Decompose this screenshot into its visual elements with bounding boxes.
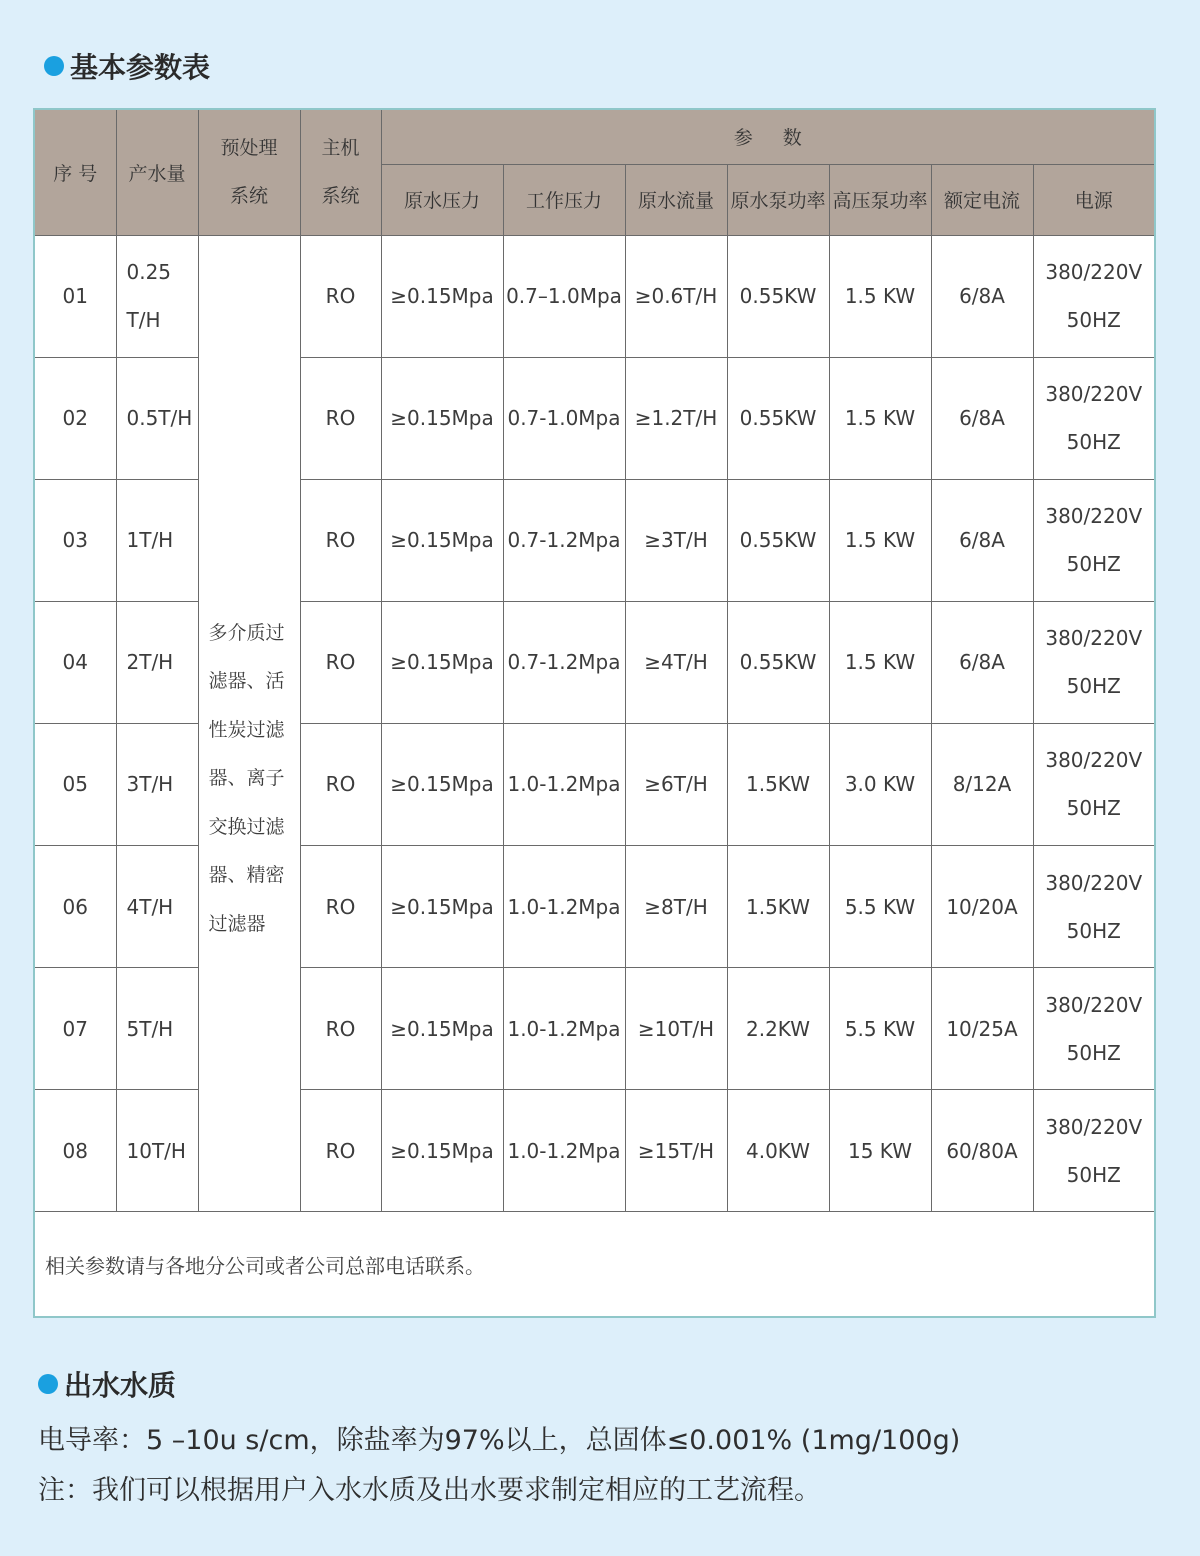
table-body — [34, 235, 1155, 1317]
header-parameters: 参数 — [381, 109, 1155, 164]
cell-hp-pump-power: 1.5 KW — [829, 601, 931, 723]
cell-host: RO — [300, 479, 381, 601]
cell-power-supply: 380/220V 50HZ — [1033, 723, 1155, 845]
cell-rated-current: 8/12A — [931, 723, 1033, 845]
cell-raw-pump-power: 1.5KW — [727, 846, 829, 968]
table-row — [34, 235, 1155, 357]
cell-rated-current: 6/8A — [931, 479, 1033, 601]
cell-power-supply: 380/220V 50HZ — [1033, 235, 1155, 357]
cell-host: RO — [300, 723, 381, 845]
cell-rated-current: 10/25A — [931, 968, 1033, 1090]
cell-rated-current: 6/8A — [931, 601, 1033, 723]
cell-host: RO — [300, 846, 381, 968]
cell-host: RO — [300, 235, 381, 357]
section-title-basic-params — [44, 46, 210, 86]
cell-power-supply: 380/220V 50HZ — [1033, 357, 1155, 479]
table-note: 相关参数请与各地分公司或者公司总部电话联系。 — [34, 1212, 1155, 1317]
cell-work-pressure: 1.0-1.2Mpa — [503, 1090, 625, 1212]
cell-power-supply: 380/220V 50HZ — [1033, 601, 1155, 723]
cell-host: RO — [300, 1090, 381, 1212]
cell-yield: 3T/H — [116, 723, 198, 845]
cell-power-supply: 380/220V 50HZ — [1033, 1090, 1155, 1212]
cell-raw-pressure: ≥0.15Mpa — [381, 235, 503, 357]
cell-raw-pump-power: 1.5KW — [727, 723, 829, 845]
cell-raw-pressure: ≥0.15Mpa — [381, 479, 503, 601]
cell-yield: 4T/H — [116, 846, 198, 968]
cell-raw-flow: ≥8T/H — [625, 846, 727, 968]
cell-rated-current: 6/8A — [931, 357, 1033, 479]
cell-raw-flow: ≥0.6T/H — [625, 235, 727, 357]
bullet-dot-icon — [38, 1374, 58, 1394]
cell-raw-pressure: ≥0.15Mpa — [381, 357, 503, 479]
cell-raw-flow: ≥10T/H — [625, 968, 727, 1090]
water-quality-spec: 电导率：5 –10u s/cm，除盐率为97%以上，总固体≤0.001% (1mg/100g) — [38, 1425, 961, 1456]
cell-raw-pump-power: 0.55KW — [727, 357, 829, 479]
bullet-dot-icon — [44, 56, 64, 76]
header-yield: 产水量 — [116, 109, 198, 235]
header-hp-pump-power: 高压泵功率 — [829, 164, 931, 235]
cell-work-pressure: 1.0-1.2Mpa — [503, 846, 625, 968]
cell-pretreatment: 多介质过滤器、活性炭过滤器、离子交换过滤器、精密过滤器 — [198, 235, 300, 1212]
cell-seq: 08 — [34, 1090, 116, 1212]
cell-yield: 5T/H — [116, 968, 198, 1090]
cell-hp-pump-power: 5.5 KW — [829, 968, 931, 1090]
cell-yield: 2T/H — [116, 601, 198, 723]
process-note: 注：我们可以根据用户入水水质及出水要求制定相应的工艺流程。 — [38, 1475, 821, 1506]
parameter-table — [33, 108, 1156, 1318]
cell-raw-pressure: ≥0.15Mpa — [381, 723, 503, 845]
cell-power-supply: 380/220V 50HZ — [1033, 968, 1155, 1090]
cell-hp-pump-power: 5.5 KW — [829, 846, 931, 968]
cell-seq: 06 — [34, 846, 116, 968]
header-raw-pressure: 原水压力 — [381, 164, 503, 235]
cell-yield: 10T/H — [116, 1090, 198, 1212]
note-row — [34, 1212, 1155, 1317]
cell-host: RO — [300, 968, 381, 1090]
cell-hp-pump-power: 15 KW — [829, 1090, 931, 1212]
cell-host: RO — [300, 357, 381, 479]
header-power-supply: 电源 — [1033, 164, 1155, 235]
cell-raw-flow: ≥6T/H — [625, 723, 727, 845]
header-rated-current: 额定电流 — [931, 164, 1033, 235]
cell-raw-pump-power: 4.0KW — [727, 1090, 829, 1212]
cell-hp-pump-power: 3.0 KW — [829, 723, 931, 845]
cell-raw-pressure: ≥0.15Mpa — [381, 1090, 503, 1212]
cell-raw-flow: ≥1.2T/H — [625, 357, 727, 479]
cell-rated-current: 60/80A — [931, 1090, 1033, 1212]
cell-raw-flow: ≥3T/H — [625, 479, 727, 601]
cell-yield: 0.25 T/H — [116, 235, 198, 357]
header-work-pressure: 工作压力 — [503, 164, 625, 235]
cell-raw-pump-power: 0.55KW — [727, 479, 829, 601]
cell-yield: 1T/H — [116, 479, 198, 601]
cell-seq: 05 — [34, 723, 116, 845]
cell-work-pressure: 1.0-1.2Mpa — [503, 723, 625, 845]
cell-seq: 07 — [34, 968, 116, 1090]
cell-seq: 03 — [34, 479, 116, 601]
section-title-text: 出水水质 — [64, 1369, 177, 1402]
header-pretreatment: 预处理 系统 — [198, 109, 300, 235]
section-title-text: 基本参数表 — [70, 51, 211, 84]
cell-seq: 02 — [34, 357, 116, 479]
cell-raw-pressure: ≥0.15Mpa — [381, 601, 503, 723]
cell-rated-current: 6/8A — [931, 235, 1033, 357]
cell-power-supply: 380/220V 50HZ — [1033, 479, 1155, 601]
cell-raw-pressure: ≥0.15Mpa — [381, 846, 503, 968]
header-raw-flow: 原水流量 — [625, 164, 727, 235]
cell-hp-pump-power: 1.5 KW — [829, 235, 931, 357]
cell-raw-pump-power: 0.55KW — [727, 235, 829, 357]
cell-hp-pump-power: 1.5 KW — [829, 479, 931, 601]
cell-yield: 0.5T/H — [116, 357, 198, 479]
cell-work-pressure: 0.7-1.2Mpa — [503, 601, 625, 723]
cell-raw-pressure: ≥0.15Mpa — [381, 968, 503, 1090]
cell-rated-current: 10/20A — [931, 846, 1033, 968]
section-title-water-quality — [38, 1364, 176, 1404]
cell-host: RO — [300, 601, 381, 723]
cell-seq: 04 — [34, 601, 116, 723]
cell-raw-pump-power: 0.55KW — [727, 601, 829, 723]
header-host-system: 主机 系统 — [300, 109, 381, 235]
header-seq: 序 号 — [34, 109, 116, 235]
cell-work-pressure: 0.7-1.2Mpa — [503, 479, 625, 601]
cell-work-pressure: 0.7–1.0Mpa — [503, 235, 625, 357]
cell-raw-flow: ≥4T/H — [625, 601, 727, 723]
cell-raw-flow: ≥15T/H — [625, 1090, 727, 1212]
cell-seq: 01 — [34, 235, 116, 357]
cell-power-supply: 380/220V 50HZ — [1033, 846, 1155, 968]
cell-work-pressure: 0.7-1.0Mpa — [503, 357, 625, 479]
header-raw-pump-power: 原水泵功率 — [727, 164, 829, 235]
cell-work-pressure: 1.0-1.2Mpa — [503, 968, 625, 1090]
cell-raw-pump-power: 2.2KW — [727, 968, 829, 1090]
cell-hp-pump-power: 1.5 KW — [829, 357, 931, 479]
